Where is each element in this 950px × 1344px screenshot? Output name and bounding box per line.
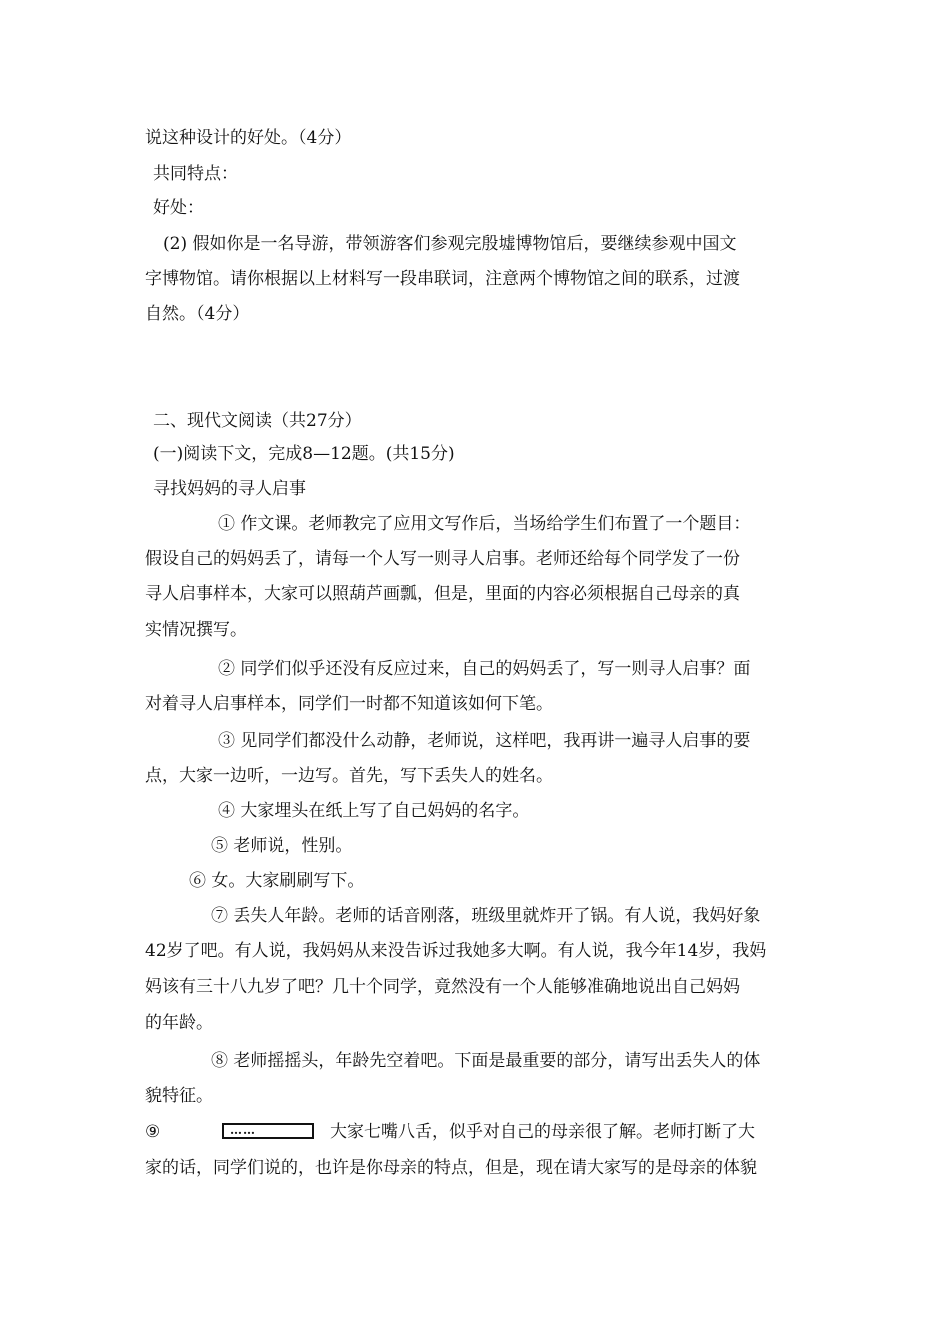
paragraph-5: ⑤ 老师说，性别。 (211, 836, 353, 856)
common-feature-label: 共同特点： (153, 164, 238, 184)
question-tail: 说这种设计的好处。（4分） (145, 128, 352, 148)
section-title: 二、现代文阅读（共27分） (153, 411, 362, 431)
paragraph-8-line-2: 貌特征。 (145, 1086, 213, 1106)
paragraph-7-line-3: 妈该有三十八九岁了吧？几十个同学，竟然没有一个人能够准确地说出自己妈妈 (145, 977, 740, 997)
paragraph-9-line-1: 大家七嘴八舌，似乎对自己的母亲很了解。老师打断了大 (330, 1122, 755, 1142)
paragraph-1-line-1: ① 作文课。老师教完了应用文写作后，当场给学生们布置了一个题目： (218, 514, 751, 534)
paragraph-6: ⑥ 女。大家刷刷写下。 (189, 871, 365, 891)
paragraph-7-line-2: 42岁了吧。有人说，我妈妈从来没告诉过我她多大啊。有人说，我今年14岁，我妈 (145, 941, 767, 961)
paragraph-7-line-4: 的年龄。 (145, 1013, 213, 1033)
paragraph-7-line-1: ⑦ 丢失人年龄。老师的话音刚落，班级里就炸开了锅。有人说，我妈好象 (211, 906, 761, 926)
question-2-line-1: (2) 假如你是一名导游，带领游客们参观完殷墟博物馆后，要继续参观中国文 (163, 234, 737, 254)
question-2-line-2: 字博物馆。请你根据以上材料写一段串联词，注意两个博物馆之间的联系，过渡 (145, 269, 740, 289)
paragraph-2-line-2: 对着寻人启事样本，同学们一时都不知道该如何下笔。 (145, 694, 553, 714)
paragraph-8-line-1: ⑧ 老师摇摇头，年龄先空着吧。下面是最重要的部分，请写出丢失人的体 (211, 1051, 761, 1071)
paragraph-1-line-2: 假设自己的妈妈丢了，请每一个人写一则寻人启事。老师还给每个同学发了一份 (145, 549, 740, 569)
paragraph-1-line-3: 寻人启事样本，大家可以照葫芦画瓢，但是，里面的内容必须根据自己母亲的真 (145, 584, 740, 604)
answer-blank-box: …… (222, 1123, 314, 1139)
paragraph-2-line-1: ② 同学们似乎还没有反应过来，自己的妈妈丢了，写一则寻人启事？面 (218, 659, 751, 679)
article-title: 寻找妈妈的寻人启事 (153, 479, 306, 499)
paragraph-3-line-2: 点，大家一边听，一边写。首先，写下丢失人的姓名。 (145, 766, 553, 786)
benefit-label: 好处： (153, 198, 204, 218)
question-2-line-3: 自然。（4分） (145, 304, 250, 324)
paragraph-3-line-1: ③ 见同学们都没什么动静，老师说，这样吧，我再讲一遍寻人启事的要 (218, 731, 751, 751)
paragraph-4: ④ 大家埋头在纸上写了自己妈妈的名字。 (218, 801, 530, 821)
part-title: (一)阅读下文，完成8—12题。(共15分) (153, 444, 455, 464)
paragraph-1-line-4: 实情况撰写。 (145, 620, 247, 640)
paragraph-9-line-2: 家的话，同学们说的，也许是你母亲的特点，但是，现在请大家写的是母亲的体貌 (145, 1158, 757, 1178)
paragraph-9-number: ⑨ (145, 1122, 161, 1142)
